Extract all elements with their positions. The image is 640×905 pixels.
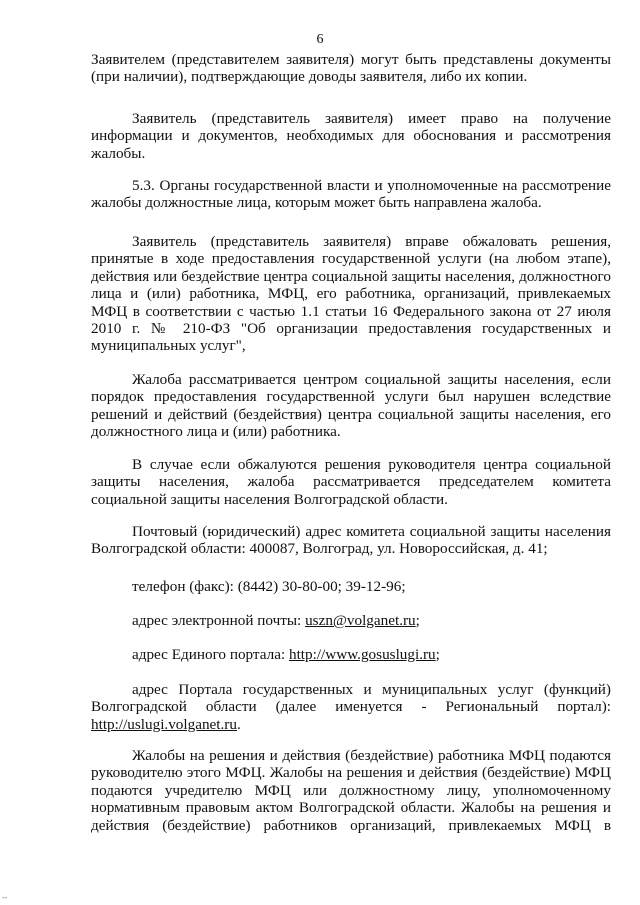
paragraph-line: 2010 г. № 210-ФЗ "Об организации предоставления государственных и bbox=[91, 320, 611, 338]
paragraph-line: телефон (факс): (8442) 30-80-00; 39-12-96; bbox=[132, 578, 406, 595]
regional-portal-link[interactable]: http://uslugi.volganet.ru bbox=[91, 715, 237, 733]
portal-suffix: ; bbox=[435, 646, 440, 663]
paragraph-line: Жалоба рассматривается центром социальной защиты населения, если bbox=[132, 371, 611, 388]
paragraph-line: информации и документов, необходимых для обоснования и рассмотрения bbox=[91, 127, 611, 145]
paragraph-phone bbox=[91, 578, 611, 595]
paragraph-line: (при наличии), подтверждающие доводы заявителя, либо их копии. bbox=[91, 68, 528, 86]
email-label: адрес электронной почты: bbox=[132, 612, 306, 629]
page-number: 6 bbox=[316, 32, 324, 47]
section-5-3-heading bbox=[91, 177, 611, 212]
paragraph-line: Жалобы на решения и действия (бездействие) работника МФЦ подаются bbox=[132, 747, 611, 764]
paragraph-email bbox=[91, 612, 611, 629]
paragraph-appeal-rights bbox=[91, 233, 611, 355]
paragraph-line: действия (бездействие) работников организаций, привлекаемых МФЦ в bbox=[91, 816, 611, 834]
paragraph-line: нормативным правовым актом Волгоградской области. Жалобы на решения и bbox=[91, 799, 611, 817]
paragraph-line: действия или бездействие центра социальной защиты населения, должностного bbox=[91, 267, 611, 285]
paragraph-line bbox=[91, 716, 611, 733]
paragraph-line: Заявителем (представителем заявителя) могут быть представлены документы bbox=[91, 51, 611, 68]
paragraph-line: В случае если обжалуются решения руководителя центра социальной bbox=[132, 456, 611, 473]
paragraph-line bbox=[91, 646, 611, 663]
paragraph-line bbox=[91, 612, 611, 629]
paragraph-unified-portal bbox=[91, 646, 611, 663]
paragraph-line: жалобы должностные лица, которым может быть направлена жалоба. bbox=[91, 194, 542, 212]
paragraph-right-to-information bbox=[91, 110, 611, 162]
paragraph-regional-portal bbox=[91, 681, 611, 733]
paragraph-line: Заявитель (представитель заявителя) имеет право на получение bbox=[132, 110, 611, 127]
email-link[interactable]: uszn@volganet.ru bbox=[305, 612, 416, 629]
paragraph-line: Волгоградской области (далее именуется - Региональный портал): bbox=[91, 698, 611, 716]
paragraph-line: подаются учредителю МФЦ или должностному лицу, уполномоченному bbox=[91, 781, 611, 799]
paragraph-line: социальной защиты населения Волгоградской области. bbox=[91, 490, 448, 508]
paragraph-mfc-complaints bbox=[91, 747, 611, 834]
paragraph-line: лица и (или) работника, МФЦ, его работника, организаций, привлекаемых bbox=[91, 285, 611, 303]
paragraph-line: порядок предоставления государственной услуги был нарушен вследствие bbox=[91, 388, 611, 406]
paragraph-line: должностного лица и (или) работника. bbox=[91, 423, 341, 441]
paragraph-line: защиты населения, жалоба рассматривается председателем комитета bbox=[91, 473, 611, 491]
paragraph-line: руководителю этого МФЦ. Жалобы на решения и действия (бездействие) МФЦ bbox=[91, 764, 611, 782]
paragraph-line: Волгоградской области: 400087, Волгоград, ул. Новороссийская, д. 41; bbox=[91, 540, 548, 558]
paragraph-line: муниципальных услуг", bbox=[91, 337, 246, 355]
paragraph-evidence-documents bbox=[91, 51, 611, 86]
paragraph-line: адрес Портала государственных и муниципальных услуг (функций) bbox=[132, 681, 611, 698]
scan-edge-mark: -- bbox=[2, 893, 8, 902]
portal-label: адрес Единого портала: bbox=[132, 646, 289, 663]
paragraph-line: решений и действий (бездействия) центра социальной защиты населения, его bbox=[91, 405, 611, 423]
regional-portal-suffix: . bbox=[236, 715, 241, 733]
paragraph-postal-address bbox=[91, 523, 611, 558]
paragraph-line: Заявитель (представитель заявителя) вправе обжаловать решения, bbox=[132, 233, 611, 250]
paragraph-line: принятые в ходе предоставления государственной услуги (на любом этапе), bbox=[91, 250, 611, 268]
paragraph-line: Почтовый (юридический) адрес комитета социальной защиты населения bbox=[132, 523, 611, 540]
paragraph-complaint-review-center bbox=[91, 371, 611, 441]
paragraph-line: МФЦ в соответствии с частью 1.1 статьи 16 Федерального закона от 27 июля bbox=[91, 302, 611, 320]
paragraph-line: жалобы. bbox=[91, 144, 146, 162]
paragraph-line: 5.3. Органы государственной власти и уполномоченные на рассмотрение bbox=[132, 177, 611, 194]
unified-portal-link[interactable]: http://www.gosuslugi.ru bbox=[288, 646, 436, 663]
paragraph-complaint-against-head bbox=[91, 456, 611, 508]
email-suffix: ; bbox=[415, 612, 420, 629]
